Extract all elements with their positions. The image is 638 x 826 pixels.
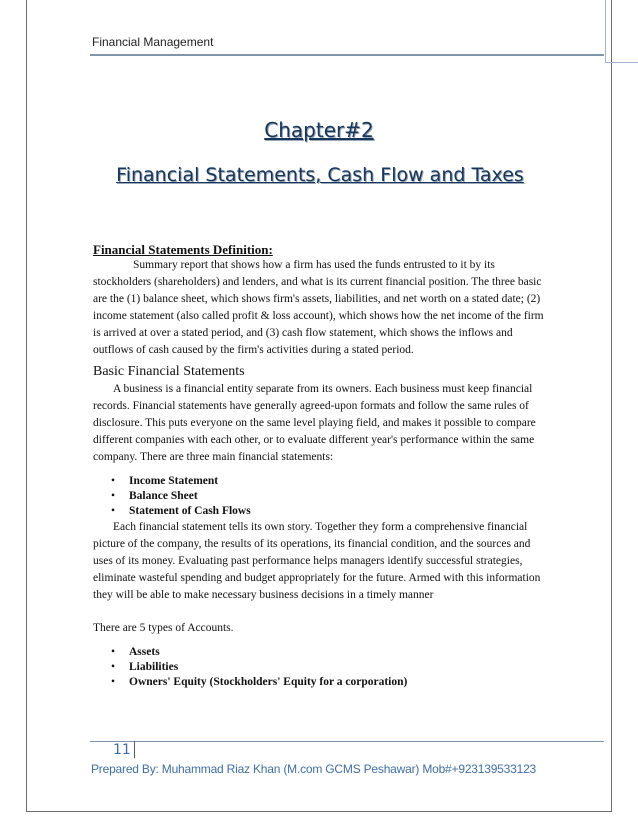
definition-heading: Financial Statements Definition: [93,242,273,257]
basic-statements-heading: Basic Financial Statements [93,364,245,379]
chapter-title: Financial Statements, Cash Flow and Taxes [116,164,524,186]
page-number-divider [134,741,135,758]
list-item: • Assets [111,645,549,660]
definition-paragraph: Summary report that shows how a firm has used the funds entrusted to it by its stockholders (shareholders) and lenders, and what is its current financial position. The three basic are the (1) balance sheet, which shows firm's assets, liabilities, and net worth on a stated date; (2) income statement (also called profit & loss account), which shows how the net income of the firm is arrived at over a stated period, and (3) cash flow statement, which shows the inflows and outflows of cash caused by the firm's activities during a stated period. [93,259,544,356]
accounts-list [93,645,549,690]
header-rule [90,54,604,56]
list-item: • Statement of Cash Flows [111,504,549,519]
list-item: • Balance Sheet [111,489,549,504]
list-item: • Owners' Equity (Stockholders' Equity for a corporation) [111,675,549,690]
footer-rule [90,741,604,742]
corner-mark-horizontal [605,62,638,63]
corner-mark-vertical [605,0,606,62]
basic-statements-paragraph: A business is a financial entity separate from its owners. Each business must keep financial records. Financial statements have generally agreed-upon formats and follow the same rules of disclosure. This puts everyone on the same level playing field, and makes it possible to compare different companies with each other, or to evaluate different year's performance within the same company. There are three main financial statements: [93,383,536,463]
page-number: 11 [113,742,131,758]
body-content [93,242,549,690]
list-item: • Income Statement [111,474,549,489]
statements-story-paragraph: Each financial statement tells its own story. Together they form a comprehensive financial picture of the company, the results of its operations, its financial condition, and the sources and uses of its money. Evaluating past performance helps managers identify successful strategies, eliminate wasteful spending and budget appropriately for the future. Armed with this information they will be able to make necessary business decisions in a timely manner [93,521,541,601]
chapter-label: Chapter#2 [264,118,374,142]
statements-list [93,474,549,519]
list-item: • Liabilities [111,660,549,675]
page-footer: Prepared By: Muhammad Riaz Khan (M.com GCMS Peshawar) Mob#+923139533123 [91,762,537,776]
page-header: Financial Management [92,35,214,49]
accounts-intro: There are 5 types of Accounts. [93,622,234,634]
